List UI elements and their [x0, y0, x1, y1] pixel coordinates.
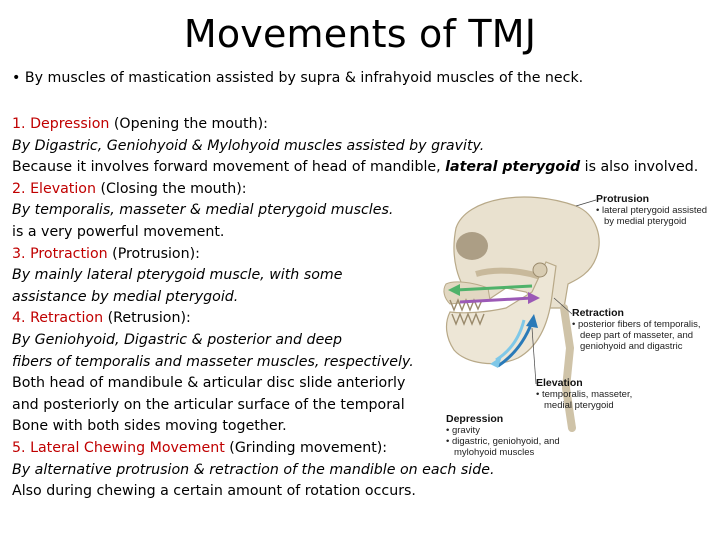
movement-name: Lateral Chewing Movement [30, 439, 225, 456]
lateral-line-1: By alternative protrusion & retraction of the mandible on each side. [12, 461, 495, 478]
intro-bullet: • By muscles of mastication assisted by supra & infrahyoid muscles of the neck. [12, 70, 584, 86]
depression-note-post: is also involved. [580, 159, 699, 176]
depression-muscles: By Digastric, Geniohyoid & Mylohyoid muscles assisted by gravity. [12, 137, 485, 154]
depression-note [12, 157, 712, 179]
protraction-line-2: assistance by medial pterygoid. [12, 288, 239, 305]
elevation-fig-line-1: • temporalis, masseter, [536, 389, 633, 400]
movement-desc: (Grinding movement): [229, 439, 388, 456]
leader-protrusion [576, 200, 596, 206]
page-title: Movements of TMJ [183, 12, 537, 56]
tmj-skull-figure [436, 188, 720, 456]
depression-fig-line-3: mylohyoid muscles [454, 447, 535, 458]
protrusion-line-2: by medial pterygoid [604, 216, 687, 227]
lateral-line-2: Also during chewing a certain amount of rotation occurs. [12, 483, 416, 500]
retraction-fig-line-3: geniohyoid and digastric [580, 341, 683, 352]
depression-fig-line-1: • gravity [446, 425, 480, 436]
depression-fig-line-2: • digastric, geniohyoid, and [446, 436, 560, 447]
retraction-fig-line-2: deep part of masseter, and [580, 330, 694, 341]
elevation-fig-line-2: medial pterygoid [544, 400, 614, 411]
retraction-label [572, 308, 700, 352]
movement-desc: (Closing the mouth): [100, 180, 247, 197]
elevation-label [536, 378, 632, 411]
movement-number: 2. [12, 180, 26, 197]
retraction-head: Retraction [572, 307, 624, 319]
movement-desc: (Opening the mouth): [113, 116, 268, 132]
protrusion-label [596, 194, 707, 227]
retraction-line-1: By Geniohyoid, Digastric & posterior and deep [12, 331, 343, 348]
movement-number: 1. [12, 116, 26, 132]
depression-note-em: lateral pterygoid [445, 159, 581, 176]
movement-number: 4. [12, 310, 26, 327]
movement-desc: (Retrusion): [107, 310, 191, 327]
tmj-condyle [533, 263, 547, 277]
protraction-line-1: By mainly lateral pterygoid muscle, with some [12, 267, 343, 284]
protrusion-head: Protrusion [596, 193, 650, 205]
retraction-line-5: Bone with both sides moving together. [12, 418, 287, 435]
retraction-line-3: Both head of mandibule & articular disc slide anteriorly [12, 375, 406, 392]
retraction-line-4: and posteriorly on the articular surface of the temporal [12, 396, 405, 413]
depression-label [446, 414, 560, 458]
movement-name: Protraction [30, 245, 108, 262]
movement-name: Depression [30, 116, 110, 132]
elevation-muscles: By temporalis, masseter & medial pterygoid muscles. [12, 202, 394, 219]
movement-name: Elevation [30, 180, 96, 197]
orbit-shape [456, 232, 488, 260]
protrusion-line-1: • lateral pterygoid assisted [596, 205, 708, 216]
retraction-fig-line-1: • posterior fibers of temporalis, [572, 319, 701, 330]
depression-note-pre: Because it involves forward movement of head of mandible, [12, 159, 446, 176]
elevation-head: Elevation [536, 377, 583, 389]
movement-number: 5. [12, 439, 26, 456]
heading-depression [12, 114, 712, 136]
movement-number: 3. [12, 245, 26, 262]
depression-head: Depression [446, 413, 504, 425]
movement-desc: (Protrusion): [112, 245, 200, 262]
elevation-note: is a very powerful movement. [12, 223, 225, 240]
retraction-line-2: fibers of temporalis and masseter muscles, respectively. [12, 353, 414, 370]
movement-name: Retraction [30, 310, 104, 327]
